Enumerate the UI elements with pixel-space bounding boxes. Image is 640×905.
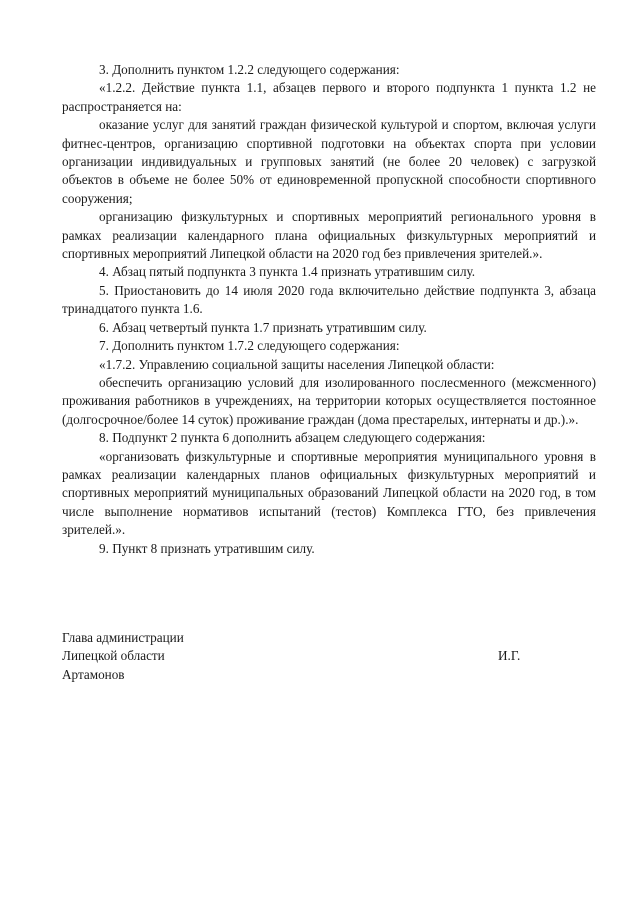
paragraph-item-9: 9. Пункт 8 признать утратившим силу.	[99, 540, 315, 556]
paragraph-fitness-services: оказание услуг для занятий граждан физической культурой и спортом, включая услуги фитнес-центров, организацию спортивной подготовки на объектах спорта при условии организации индивидуальных и групповых занятий (не более 20 человек) с загрузкой объектов в объеме не более 50% от единовременной пропускной способности спортивного сооружения;	[62, 117, 596, 206]
signature-position-line1: Глава администрации	[62, 630, 184, 645]
paragraph-item-6: 6. Абзац четвертый пункта 1.7 признать утратившим силу.	[99, 319, 427, 335]
paragraph-quote-1-7-2: «1.7.2. Управлению социальной защиты населения Липецкой области:	[99, 356, 495, 372]
paragraph-regional-events: организацию физкультурных и спортивных мероприятий регионального уровня в рамках реализации календарного плана официальных физкультурных мероприятий и спортивных мероприятий Липецкой области на 2020 год без привлечения зрителей.».	[62, 209, 596, 262]
paragraph-worker-housing: обеспечить организацию условий для изолированного послесменного (межсменного) проживания работников в учреждениях, на территории которых осуществляется постоянное (долгосрочное/более 14 суток) проживание граждан (дома престарелых, интернаты и др.).».	[62, 374, 596, 427]
signature-initials: И.Г.	[498, 648, 521, 664]
paragraph-item-4: 4. Абзац пятый подпункта 3 пункта 1.4 признать утратившим силу.	[99, 264, 476, 280]
paragraph-municipal-events: «организовать физкультурные и спортивные мероприятия муниципального уровня в рамках реализации календарных планов официальных физкультурных мероприятий и спортивных мероприятий муниципальных образований Липецкой области на 2020 год, в том числе выполнение нормативов испытаний (тестов) Комплекса ГТО, без привлечения зрителей.».	[62, 448, 596, 538]
document-body	[62, 61, 596, 558]
paragraph-item-7: 7. Дополнить пунктом 1.7.2 следующего содержания:	[99, 338, 400, 354]
paragraph-quote-1-2-2: «1.2.2. Действие пункта 1.1, абзацев первого и второго подпункта 1 пункта 1.2 не распространяется на:	[62, 80, 596, 114]
paragraph-item-3: 3. Дополнить пунктом 1.2.2 следующего содержания:	[99, 62, 400, 77]
signature-block	[62, 629, 596, 684]
signature-position-line2: Липецкой области	[62, 648, 165, 664]
signature-surname: Артамонов	[62, 666, 125, 682]
paragraph-item-8: 8. Подпункт 2 пункта 6 дополнить абзацем следующего содержания:	[99, 430, 486, 446]
paragraph-item-5: 5. Приостановить до 14 июля 2020 года включительно действие подпункта 3, абзаца тринадцатого пункта 1.6.	[62, 282, 596, 317]
